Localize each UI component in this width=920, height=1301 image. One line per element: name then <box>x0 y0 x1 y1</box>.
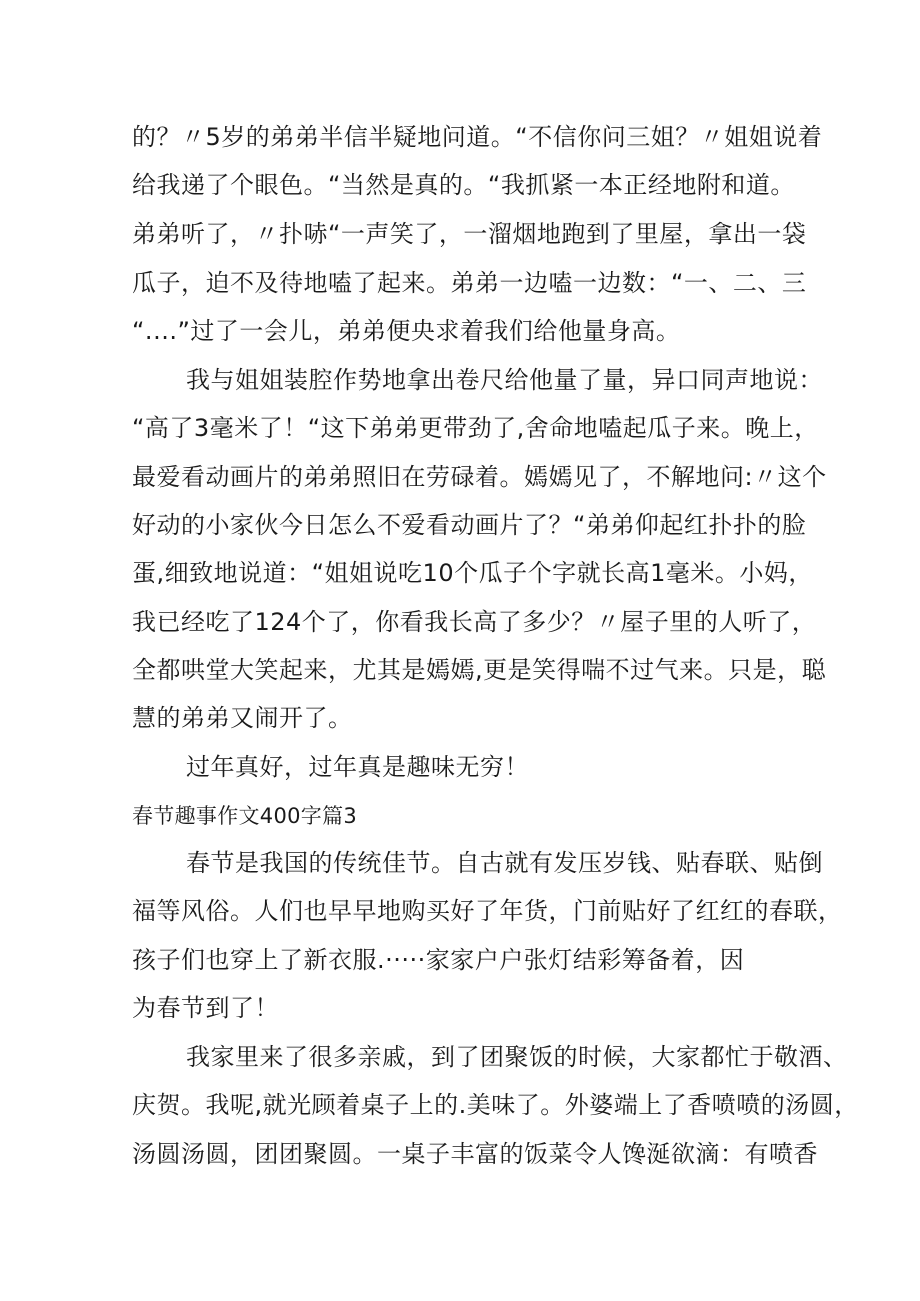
section-heading: 春节趣事作文400字篇3 <box>132 804 358 828</box>
paragraph-line: 孩子们也穿上了新衣服.·····家家户户张灯结彩筹备着，因 <box>132 946 745 974</box>
paragraph-line: 全都哄堂大笑起来，尤其是嫣嫣,更是笑得喘不过气来。只是，聪 <box>132 656 827 684</box>
paragraph-line: 蛋,细致地说道：“姐姐说吃10个瓜子个字就长高1毫米。小妈， <box>132 559 813 587</box>
paragraph-line: 春节是我国的传统佳节。自古就有发压岁钱、贴春联、贴倒 <box>186 849 823 877</box>
paragraph-line: 福等风俗。人们也早早地购买好了年货，门前贴好了红红的春联， <box>132 897 843 925</box>
paragraph-line: 我与姐姐装腔作势地拿出卷尺给他量了量，异口同声地说： <box>186 366 823 394</box>
paragraph-line: 为春节到了！ <box>132 994 279 1022</box>
paragraph-line: 庆贺。我呢,就光顾着桌子上的.美味了。外婆端上了香喷喷的汤圆， <box>132 1091 859 1119</box>
paragraph-line: “高了3毫米了！“这下弟弟更带劲了,舍命地嗑起瓜子来。晚上， <box>132 414 819 442</box>
paragraph-line: 弟弟听了，〃扑哧“一声笑了，一溜烟地跑到了里屋，拿出一袋 <box>132 220 807 248</box>
paragraph-line: 的？〃5岁的弟弟半信半疑地问道。“不信你问三姐？〃姐姐说着 <box>132 123 823 151</box>
paragraph-line: 我家里来了很多亲戚，到了团聚饭的时候，大家都忙于敬酒、 <box>186 1043 848 1071</box>
paragraph-line: 瓜子，迫不及待地嗑了起来。弟弟一边嗑一边数：“一、二、三 <box>132 269 807 297</box>
paragraph-line: 汤圆汤圆，团团聚圆。一桌子丰富的饭菜令人馋涎欲滴：有喷香 <box>132 1140 818 1168</box>
paragraph-line: 好动的小家伙今日怎么不爱看动画片了？“弟弟仰起红扑扑的脸 <box>132 511 807 539</box>
paragraph-line: 我已经吃了124个了，你看我长高了多少？〃屋子里的人听了， <box>132 608 817 636</box>
paragraph-line: 慧的弟弟又闹开了。 <box>132 704 353 732</box>
paragraph-line: 过年真好，过年真是趣味无穷！ <box>186 753 529 781</box>
paragraph-line: 给我递了个眼色。“当然是真的。“我抓紧一本正经地附和道。 <box>132 171 795 199</box>
paragraph-line: 最爱看动画片的弟弟照旧在劳碌着。嫣嫣见了，不解地问:〃这个 <box>132 463 827 491</box>
paragraph-line: “....”过了一会儿，弟弟便央求着我们给他量身高。 <box>132 317 681 345</box>
